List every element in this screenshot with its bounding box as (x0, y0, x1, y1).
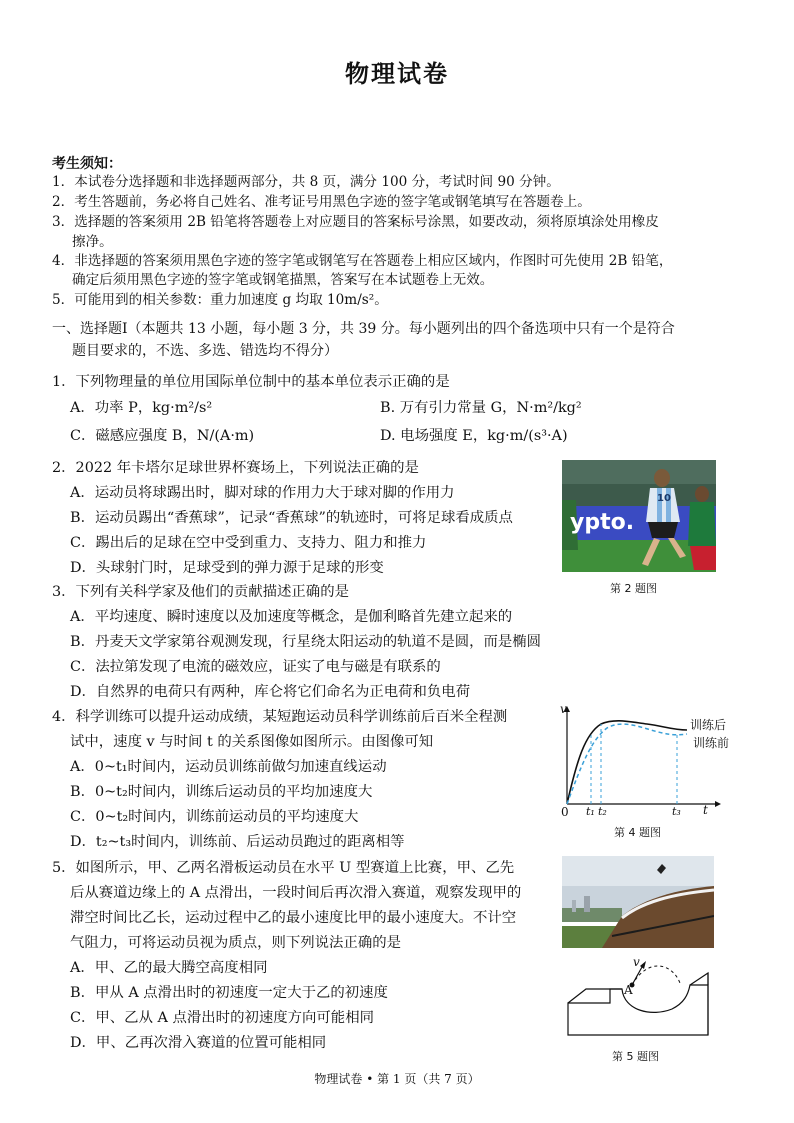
football-photo (562, 460, 716, 572)
question-4-option-d: D．t₂~t₃时间内，训练前、后运动员跑过的距离相等 (70, 834, 405, 850)
question-4-option-a: A．0~t₁时间内，运动员训练前做匀加速直线运动 (70, 759, 387, 775)
question-5-option-c: C．甲、乙从 A 点滑出时的初速度方向可能相同 (70, 1010, 374, 1026)
question-5-option-b: B．甲从 A 点滑出时的初速度一定大于乙的初速度 (70, 985, 388, 1001)
graph-after-label: 训练后 (690, 718, 727, 732)
question-3-option-d: D．自然界的电荷只有两种，库仑将它们命名为正电荷和负电荷 (70, 684, 471, 700)
question-1-option-b: B. 万有引力常量 G，N·m²/kg² (380, 400, 582, 416)
notice-item: 3．选择题的答案须用 2B 铅笔将答题卷上对应题目的答案标号涂黑，如要改动，须将原填涂处用橡皮 (52, 214, 659, 230)
jersey-number: 10 (657, 493, 671, 504)
question-4-option-c: C．0~t₂时间内，训练前运动员的平均速度大 (70, 809, 359, 825)
graph-v-label: v (560, 702, 567, 716)
notice-item: 4．非选择题的答案须用黑色字迹的签字笔或钢笔写在答题卷上相应区域内，作图时可先使用 2B 铅笔， (52, 253, 673, 269)
question-3-option-b: B．丹麦天文学家第谷观测发现，行星绕太阳运动的轨道不是圆，而是椭圆 (70, 634, 542, 650)
question-5-option-a: A．甲、乙的最大腾空高度相同 (70, 960, 268, 976)
graph-origin-label: 0 (561, 805, 569, 819)
question-5-option-d: D．甲、乙再次滑入赛道的位置可能相同 (70, 1035, 327, 1051)
page-title: 物理试卷 (345, 60, 449, 88)
notice-item: 确定后须用黑色字迹的签字笔或钢笔描黑，答案写在本试题卷上无效。 (72, 272, 494, 288)
question-3-option-a: A．平均速度、瞬时速度以及加速度等概念，是伽利略首先建立起来的 (70, 609, 513, 625)
graph-t2-label: t₂ (598, 805, 607, 818)
notice-heading: 考生须知： (52, 156, 122, 172)
question-4-stem: 4．科学训练可以提升运动成绩，某短跑运动员科学训练前后百米全程测 (52, 709, 508, 725)
figure-5-caption: 第 5 题图 (612, 1050, 659, 1063)
notice-item: 擦净。 (72, 234, 113, 250)
graph-t3-label: t₃ (672, 805, 681, 818)
graph-t-label: t (703, 803, 708, 817)
diagram-v-label: v (633, 955, 640, 969)
notice-item: 2．考生答题前，务必将自己姓名、准考证号用黑色字迹的签字笔或钢笔填写在答题卷上。 (52, 194, 591, 210)
figure-4-caption: 第 4 题图 (614, 826, 661, 839)
question-3-stem: 3．下列有关科学家及他们的贡献描述正确的是 (52, 584, 349, 600)
page-footer: 物理试卷 • 第 1 页（共 7 页） (314, 1072, 480, 1086)
question-1-stem: 1．下列物理量的单位用国际单位制中的基本单位表示正确的是 (52, 374, 450, 390)
question-1-option-d: D. 电场强度 E，kg·m/(s³·A) (380, 428, 568, 444)
halfpipe-photo (562, 856, 714, 948)
question-3-option-c: C．法拉第发现了电流的磁效应，证实了电与磁是有联系的 (70, 659, 441, 675)
question-4-option-b: B．0~t₂时间内，训练后运动员的平均加速度大 (70, 784, 373, 800)
question-5-stem: 5．如图所示，甲、乙两名滑板运动员在水平 U 型赛道上比赛，甲、乙先 (52, 860, 515, 876)
graph-before-label: 训练前 (693, 736, 730, 750)
notice-item: 5．可能用到的相关参数：重力加速度 g 均取 10m/s²。 (52, 292, 388, 308)
velocity-arrow (632, 967, 642, 985)
question-1-option-c: C．磁感应强度 B，N/(A·m) (70, 428, 255, 444)
figure-2-caption: 第 2 题图 (610, 582, 657, 595)
question-1-option-a: A．功率 P，kg·m²/s² (70, 400, 213, 416)
question-2-option-a: A．运动员将球踢出时，脚对球的作用力大于球对脚的作用力 (70, 485, 455, 501)
question-5-stem-cont: 滞空时间比乙长，运动过程中乙的最小速度比甲的最小速度大。不计空 (70, 910, 517, 926)
question-2-option-b: B．运动员踢出“香蕉球”，记录“香蕉球”的轨迹时，可将足球看成质点 (70, 510, 513, 526)
notice-item: 1．本试卷分选择题和非选择题两部分，共 8 页，满分 100 分，考试时间 90 分钟。 (52, 174, 560, 190)
diagram-a-label: A (624, 983, 633, 997)
question-5-stem-cont: 后从赛道边缘上的 A 点滑出，一段时间后再次滑入赛道，观察发现甲的 (70, 885, 522, 901)
question-2-stem: 2．2022 年卡塔尔足球世界杯赛场上，下列说法正确的是 (52, 460, 419, 476)
question-4-stem-cont: 试中，速度 v 与时间 t 的关系图像如图所示。由图像可知 (70, 734, 434, 750)
section-heading-cont: 题目要求的，不选、多选、错选均不得分） (72, 343, 338, 359)
after-training-curve (567, 721, 687, 804)
before-training-curve (567, 724, 687, 804)
question-2-option-c: C．踢出后的足球在空中受到重力、支持力、阻力和推力 (70, 535, 427, 551)
banner-text: ypto. (570, 510, 635, 535)
question-2-option-d: D．头球射门时，足球受到的弹力源于足球的形变 (70, 560, 384, 576)
graph-t1-label: t₁ (586, 805, 595, 818)
question-5-stem-cont: 气阻力，可将运动员视为质点，则下列说法正确的是 (70, 935, 401, 951)
section-heading: 一、选择题Ⅰ（本题共 13 小题，每小题 3 分，共 39 分。每小题列出的四个备选项中只有一个是符合 (52, 321, 675, 337)
